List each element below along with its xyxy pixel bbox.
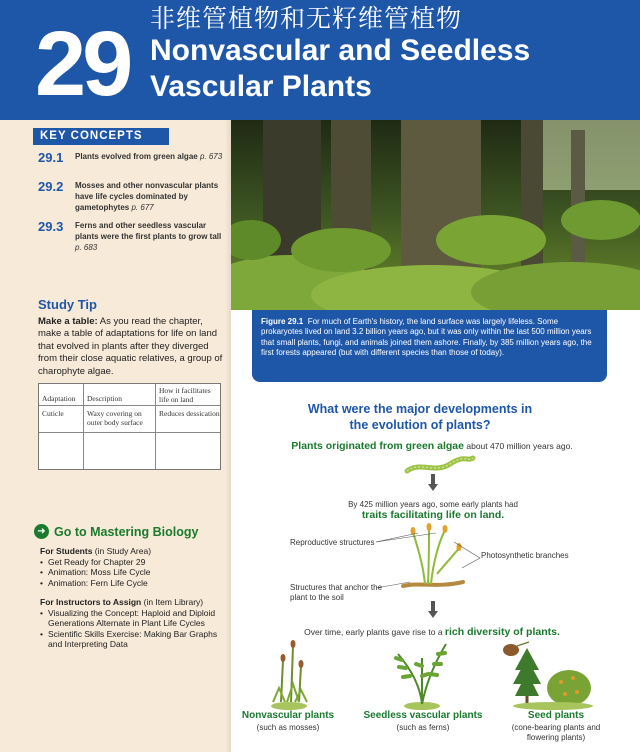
chapter-title: Nonvascular and Seedless Vascular Plants xyxy=(150,34,531,103)
key-concepts-label: KEY CONCEPTS xyxy=(33,128,169,145)
list-item[interactable]: • Get Ready for Chapter 29 xyxy=(40,557,226,567)
key-concept-text: Plants evolved from green algae p. 673 xyxy=(75,152,223,161)
group-nonvascular: Nonvascular plants (such as mosses) xyxy=(241,710,335,732)
students-label: For Students (in Study Area) xyxy=(40,546,152,556)
arrow-down-icon xyxy=(428,601,438,618)
table-cell: Waxy covering on outer body surface xyxy=(87,409,143,427)
seed-plants-icon xyxy=(483,640,593,710)
table-cell: Reduces dessication xyxy=(159,409,220,418)
table-header: Description xyxy=(87,394,122,403)
key-concept-text: Ferns and other seedless vascular plants were the first plants to grow tall p. 683 xyxy=(75,221,222,252)
study-tip-heading: Study Tip xyxy=(38,297,97,312)
chapter-number: 29 xyxy=(35,13,130,115)
arrow-down-icon xyxy=(428,474,438,491)
forest-photo xyxy=(231,120,640,310)
key-concept-number: 29.1 xyxy=(38,150,64,165)
label-anchor-structures: Structures that anchor the plant to the soil xyxy=(290,583,383,602)
group-seed-plants: Seed plants (cone-bearing plants and flowering plants) xyxy=(511,710,601,742)
mastering-biology-link[interactable] xyxy=(34,524,198,539)
annotation-lines xyxy=(376,530,486,590)
diagram-question: What were the major developments in the evolution of plants? xyxy=(307,402,533,432)
list-item[interactable]: • Animation: Fern Life Cycle xyxy=(40,578,226,588)
instructors-list xyxy=(40,608,226,649)
key-concept-text: Mosses and other nonvascular plants have life cycles dominated by gametophytes p. 677 xyxy=(75,181,219,212)
origin-statement: Plants originated from green algae about 470 million years ago. xyxy=(291,440,573,452)
label-reproductive-structures: Reproductive structures xyxy=(290,538,375,547)
arrow-right-icon: ➜ xyxy=(34,524,49,539)
step3-statement: Over time, early plants gave rise to a rich diversity of plants. xyxy=(304,626,560,638)
table-cell: Cuticle xyxy=(42,409,64,418)
label-photosynthetic-branches: Photosynthetic branches xyxy=(481,551,569,560)
list-item[interactable]: • Animation: Moss Life Cycle xyxy=(40,567,226,577)
forest-illustration xyxy=(231,120,640,310)
group-seedless-vascular: Seedless vascular plants (such as ferns) xyxy=(363,710,483,732)
chapter-title-chinese: 非维管植物和无籽维管植物 xyxy=(150,4,463,33)
study-tip-text: Make a table: As you read the chapter, make a table of adaptations for life on land that evolved in plants after they diverged from their close aquatic relatives, a group of charophyte algae. xyxy=(38,316,223,377)
green-algae-icon xyxy=(405,456,475,476)
table-header: How it facilitates life on land xyxy=(159,386,211,404)
key-concept-number: 29.2 xyxy=(38,179,64,194)
mastering-biology-title: Go to Mastering Biology xyxy=(54,524,199,539)
moss-icon xyxy=(269,640,309,710)
list-item[interactable]: • Visualizing the Concept: Haploid and Diploid Generations Alternate in Plant Life Cycles xyxy=(40,608,226,629)
students-list xyxy=(40,557,226,588)
key-concept-number: 29.3 xyxy=(38,219,64,234)
instructors-label: For Instructors to Assign (in Item Library) xyxy=(40,597,204,607)
step2-statement: By 425 million years ago, some early plants had traits facilitating life on land. xyxy=(348,500,518,521)
figure-caption: Figure 29.1 For much of Earth's history, the land surface was largely lifeless. Some prokaryotes lived on land 3.2 billion years ago, but it was only within the last 500 million years that small plants, fungi, and animals joined them ashore. Finally, by 385 million years ago, the first forests appeared (but with different species than those of today). xyxy=(252,310,607,382)
adaptation-table xyxy=(38,383,221,470)
table-header: Adaptation xyxy=(42,394,76,403)
list-item[interactable]: • Scientific Skills Exercise: Making Bar Graphs and Interpreting Data xyxy=(40,629,226,650)
fern-icon xyxy=(392,640,452,710)
